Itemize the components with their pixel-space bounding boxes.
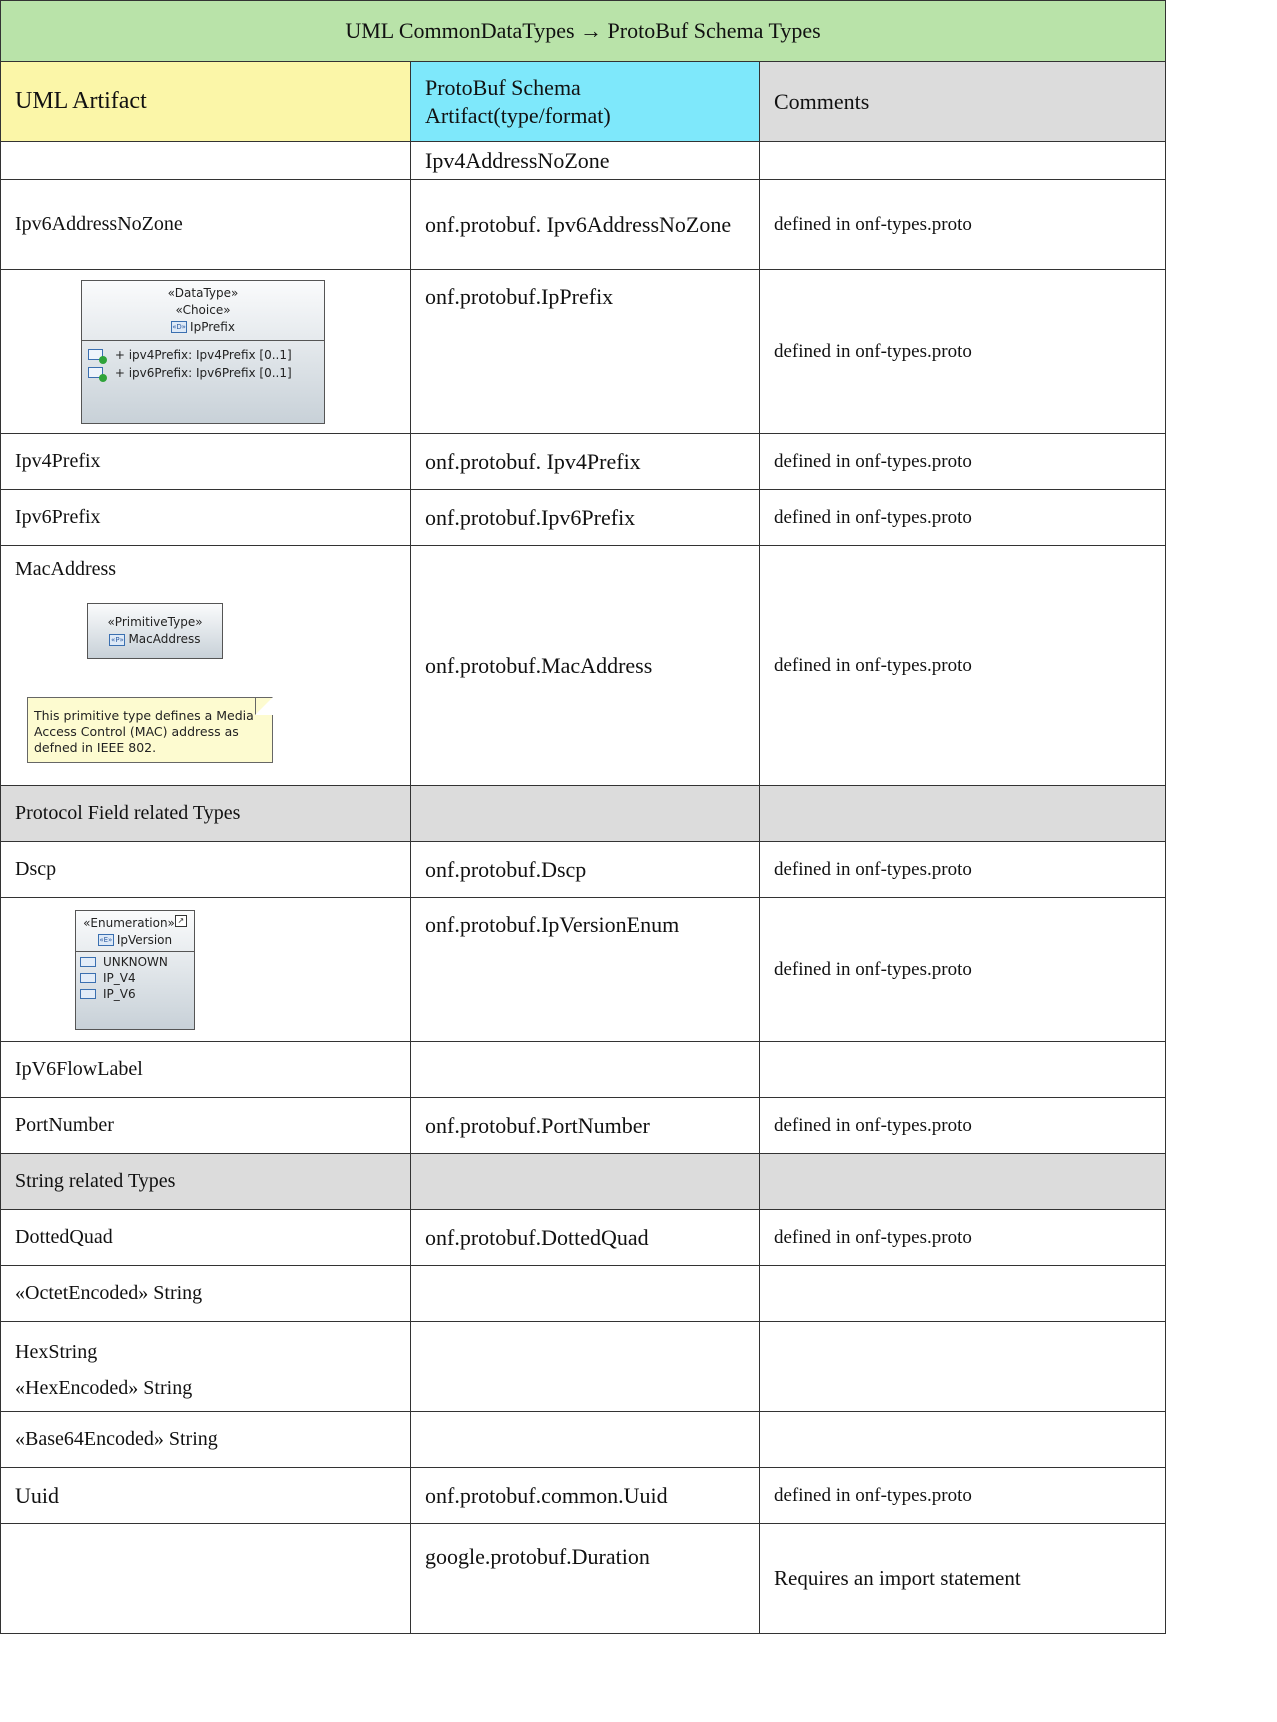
enum-literal: IP_V6 xyxy=(103,986,136,1001)
table-row xyxy=(1,1210,1166,1266)
uml-cell xyxy=(1,270,411,434)
table-row xyxy=(1,546,1166,786)
proto-cell: onf.protobuf.PortNumber xyxy=(411,1098,760,1154)
literal-icon xyxy=(80,989,96,999)
uml-cell xyxy=(1,898,411,1042)
comment-cell xyxy=(760,142,1166,180)
uml-note xyxy=(27,697,273,763)
proto-cell: Ipv4AddressNoZone xyxy=(411,142,760,180)
comment-cell: defined in onf-types.proto xyxy=(760,434,1166,490)
section-label: Protocol Field related Types xyxy=(1,786,411,842)
class-name: IpVersion xyxy=(116,932,173,947)
class-name: IpPrefix xyxy=(190,319,235,334)
shortcut-arrow-icon: ↗ xyxy=(175,915,187,927)
section-empty xyxy=(760,1154,1166,1210)
section-label: String related Types xyxy=(1,1154,411,1210)
property-icon xyxy=(88,349,103,360)
section-row xyxy=(1,1154,1166,1210)
table-row xyxy=(1,142,1166,180)
comment-cell xyxy=(760,1266,1166,1322)
comment-cell: defined in onf-types.proto xyxy=(760,898,1166,1042)
section-empty xyxy=(411,1154,760,1210)
enum-literal: UNKNOWN xyxy=(103,954,168,969)
uml-type-stereotype: «HexEncoded» String xyxy=(15,1376,193,1399)
uml-cell xyxy=(1,142,411,180)
macaddress-class-diagram xyxy=(87,603,223,659)
table-row xyxy=(1,1524,1166,1634)
table-row xyxy=(1,898,1166,1042)
proto-cell: onf.protobuf.Ipv6Prefix xyxy=(411,490,760,546)
proto-cell: onf.protobuf.MacAddress xyxy=(411,546,760,786)
attribute: + ipv4Prefix: Ipv4Prefix [0..1] xyxy=(114,347,292,362)
table-row xyxy=(1,434,1166,490)
datatype-icon: «D» xyxy=(172,323,186,331)
uml-cell: «Base64Encoded» String xyxy=(1,1412,411,1468)
section-empty xyxy=(760,786,1166,842)
stereotype-enumeration: «Enumeration» xyxy=(83,915,175,930)
header-protobuf-artifact: ProtoBuf Schema Artifact(type/format) xyxy=(411,62,760,142)
note-text: This primitive type defines a Media Access Control (MAC) address as defned in IEEE 802. xyxy=(34,708,254,755)
ipprefix-class-diagram xyxy=(81,280,325,424)
table-row xyxy=(1,1042,1166,1098)
table-row xyxy=(1,1322,1166,1412)
comment-cell: defined in onf-types.proto xyxy=(760,490,1166,546)
section-empty xyxy=(411,786,760,842)
table-row xyxy=(1,1266,1166,1322)
table-row xyxy=(1,270,1166,434)
property-icon xyxy=(88,367,103,378)
comment-cell: defined in onf-types.proto xyxy=(760,1468,1166,1524)
uml-cell: Dscp xyxy=(1,842,411,898)
header-comments: Comments xyxy=(760,62,1166,142)
uml-type-name: MacAddress xyxy=(15,558,117,580)
proto-cell: onf.protobuf. Ipv6AddressNoZone xyxy=(411,180,760,270)
uml-cell: IpV6FlowLabel xyxy=(1,1042,411,1098)
enum-literal: IP_V4 xyxy=(103,970,136,985)
uml-cell xyxy=(1,1524,411,1634)
comment-cell xyxy=(760,1412,1166,1468)
table-row xyxy=(1,1098,1166,1154)
comment-cell: defined in onf-types.proto xyxy=(760,546,1166,786)
stereotype-choice: «Choice» xyxy=(175,302,231,317)
stereotype-datatype: «DataType» xyxy=(167,285,239,300)
table-title: UML CommonDataTypes → ProtoBuf Schema Types xyxy=(1,1,1166,62)
primitive-type-icon: «P» xyxy=(111,635,124,644)
class-name: MacAddress xyxy=(128,632,201,646)
comment-cell xyxy=(760,1322,1166,1412)
uml-cell: Ipv6Prefix xyxy=(1,490,411,546)
table-row xyxy=(1,1468,1166,1524)
table-row xyxy=(1,490,1166,546)
comment-cell: defined in onf-types.proto xyxy=(760,1098,1166,1154)
proto-cell xyxy=(411,1322,760,1412)
uml-cell: PortNumber xyxy=(1,1098,411,1154)
proto-cell xyxy=(411,1042,760,1098)
table-row xyxy=(1,842,1166,898)
comment-cell: defined in onf-types.proto xyxy=(760,180,1166,270)
proto-cell: google.protobuf.Duration xyxy=(411,1524,760,1634)
stereotype-primitive: «PrimitiveType» xyxy=(107,615,203,629)
section-row xyxy=(1,786,1166,842)
uml-cell xyxy=(1,546,411,786)
uml-cell: Ipv4Prefix xyxy=(1,434,411,490)
enumeration-icon: «E» xyxy=(99,936,113,944)
attribute: + ipv6Prefix: Ipv6Prefix [0..1] xyxy=(114,365,292,380)
comment-cell xyxy=(760,1042,1166,1098)
comment-cell: defined in onf-types.proto xyxy=(760,270,1166,434)
proto-cell: onf.protobuf.IpPrefix xyxy=(411,270,760,434)
proto-cell: onf.protobuf.IpVersionEnum xyxy=(411,898,760,1042)
comment-cell: defined in onf-types.proto xyxy=(760,1210,1166,1266)
uml-cell: DottedQuad xyxy=(1,1210,411,1266)
literal-icon xyxy=(80,973,96,983)
proto-cell: onf.protobuf.Dscp xyxy=(411,842,760,898)
proto-cell xyxy=(411,1266,760,1322)
proto-cell: onf.protobuf. Ipv4Prefix xyxy=(411,434,760,490)
comment-cell: defined in onf-types.proto xyxy=(760,842,1166,898)
table-row xyxy=(1,180,1166,270)
uml-cell xyxy=(1,1322,411,1412)
uml-cell: Ipv6AddressNoZone xyxy=(1,180,411,270)
proto-cell xyxy=(411,1412,760,1468)
comment-cell: Requires an import statement xyxy=(760,1524,1166,1634)
proto-cell: onf.protobuf.DottedQuad xyxy=(411,1210,760,1266)
header-uml-artifact: UML Artifact xyxy=(1,62,411,142)
uml-cell: «OctetEncoded» String xyxy=(1,1266,411,1322)
proto-cell: onf.protobuf.common.Uuid xyxy=(411,1468,760,1524)
table-row xyxy=(1,1412,1166,1468)
literal-icon xyxy=(80,957,96,967)
uml-cell: Uuid xyxy=(1,1468,411,1524)
ipversion-enum-diagram xyxy=(75,910,195,1030)
uml-type-name: HexString xyxy=(15,1340,98,1363)
